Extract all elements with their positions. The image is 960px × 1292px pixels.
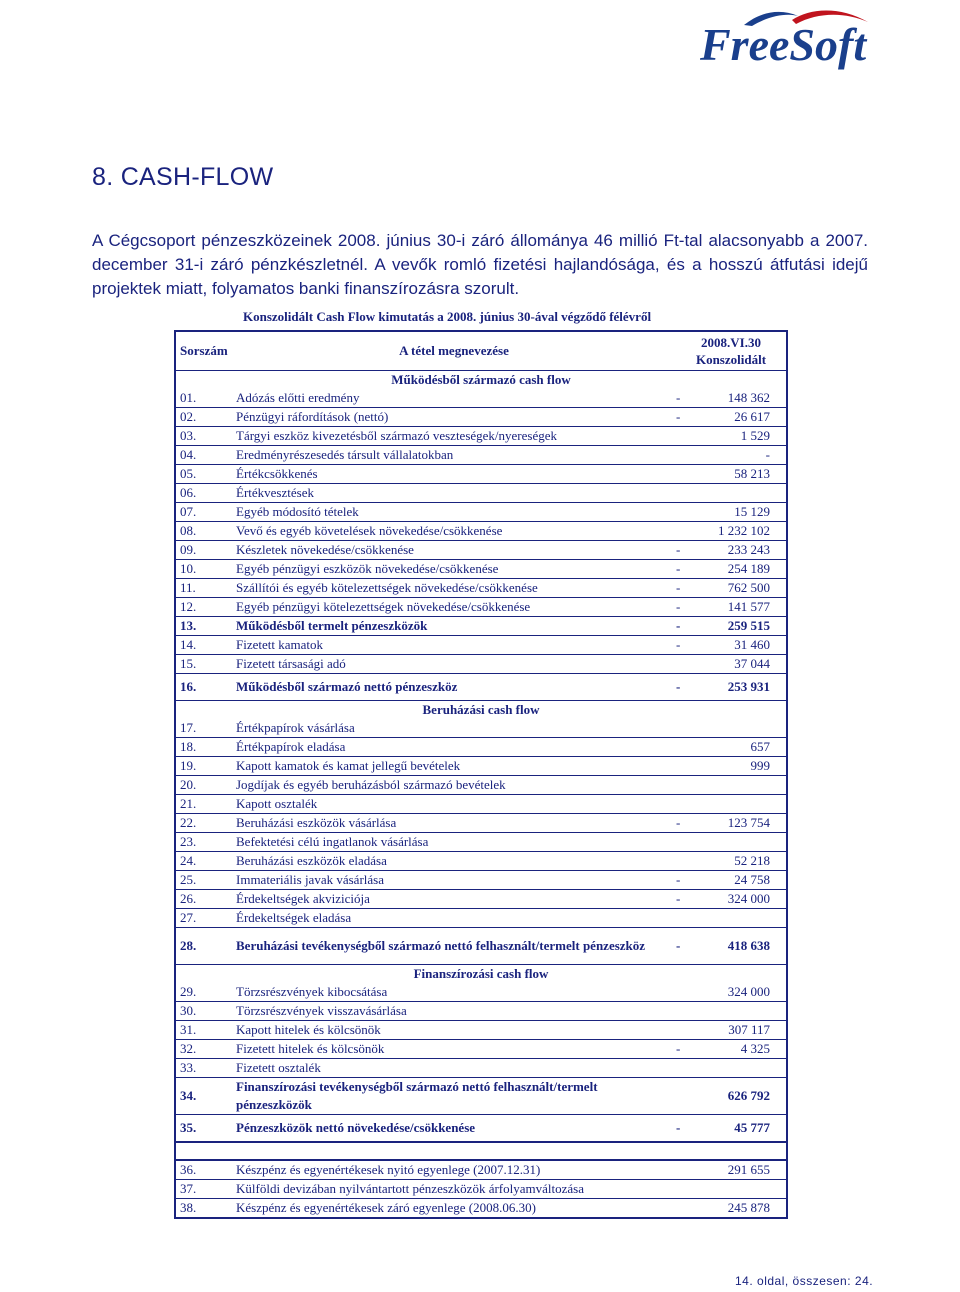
row-value-cell [672, 560, 787, 579]
row-value-cell [672, 757, 787, 776]
row-number: 12. [175, 598, 232, 617]
header-sorszam: Sorszám [175, 331, 232, 371]
row-number: 38. [175, 1199, 232, 1219]
row-sign: - [676, 938, 681, 953]
row-value-cell [672, 579, 787, 598]
row-label: Kapott osztalék [232, 795, 672, 814]
table-row [175, 1002, 787, 1021]
row-sign: - [676, 1041, 681, 1056]
table-row [175, 655, 787, 674]
table-row [175, 738, 787, 757]
row-label: Finanszírozási tevékenységből származó nettó felhasznált/termelt pénzeszközök [232, 1078, 672, 1115]
table-row [175, 1199, 787, 1219]
row-label: Beruházási eszközök vásárlása [232, 814, 672, 833]
header-value [672, 331, 787, 371]
row-number: 03. [175, 427, 232, 446]
row-value-cell [672, 719, 787, 738]
row-value: 148 362 [727, 390, 770, 405]
table-row [175, 795, 787, 814]
table-row [175, 674, 787, 701]
section-header-row [175, 965, 787, 984]
table-row [175, 852, 787, 871]
row-number: 21. [175, 795, 232, 814]
row-label: Készpénz és egyenértékesek nyitó egyenlege (2007.12.31) [232, 1160, 672, 1180]
row-value: 291 655 [727, 1162, 770, 1177]
row-sign: - [676, 618, 681, 633]
row-value: 52 218 [734, 853, 770, 868]
row-label: Értékvesztések [232, 484, 672, 503]
table-row [175, 1078, 787, 1115]
row-number: 25. [175, 871, 232, 890]
row-value-cell [672, 446, 787, 465]
row-label: Értékpapírok eladása [232, 738, 672, 757]
row-number: 34. [175, 1078, 232, 1115]
section-title: Működésből származó cash flow [175, 371, 787, 390]
row-value-cell [672, 389, 787, 408]
row-value-cell [672, 795, 787, 814]
table-row [175, 503, 787, 522]
row-sign [676, 504, 690, 520]
row-value: 37 044 [734, 656, 770, 671]
row-number: 04. [175, 446, 232, 465]
table-row [175, 541, 787, 560]
row-sign: - [676, 390, 681, 405]
row-number: 17. [175, 719, 232, 738]
row-number: 10. [175, 560, 232, 579]
row-value-cell [672, 928, 787, 965]
section-heading: 8. CASH-FLOW [92, 163, 274, 191]
row-value: 58 213 [734, 466, 770, 481]
row-label: Fizetett hitelek és kölcsönök [232, 1040, 672, 1059]
row-label: Szállítói és egyéb kötelezettségek növekedése/csökkenése [232, 579, 672, 598]
row-number: 29. [175, 983, 232, 1002]
row-label: Külföldi devizában nyilvántartott pénzeszközök árfolyamváltozása [232, 1180, 672, 1199]
table-row [175, 890, 787, 909]
row-value: 762 500 [727, 580, 770, 595]
row-sign [676, 1022, 690, 1038]
row-number: 05. [175, 465, 232, 484]
table-row [175, 598, 787, 617]
row-label: Törzsrészvények kibocsátása [232, 983, 672, 1002]
row-value-cell [672, 617, 787, 636]
row-value: 657 [750, 739, 770, 754]
row-number: 30. [175, 1002, 232, 1021]
row-value-cell [672, 655, 787, 674]
header-tetel-megnevezese: A tétel megnevezése [232, 331, 672, 371]
table-row [175, 719, 787, 738]
row-value: 253 931 [727, 679, 770, 694]
row-value: 26 617 [734, 409, 770, 424]
row-label: Működésből származó nettó pénzeszköz [232, 674, 672, 701]
row-sign: - [676, 409, 681, 424]
row-label: Vevő és egyéb követelések növekedése/csökkenése [232, 522, 672, 541]
row-sign [676, 853, 690, 869]
row-value-cell [672, 636, 787, 655]
table-row [175, 484, 787, 503]
table-row [175, 814, 787, 833]
row-value-cell [672, 833, 787, 852]
row-number: 33. [175, 1059, 232, 1078]
table-row [175, 1040, 787, 1059]
row-value-cell [672, 1160, 787, 1180]
row-sign [676, 466, 690, 482]
row-value: 324 000 [727, 984, 770, 999]
row-value: 324 000 [727, 891, 770, 906]
table-row [175, 833, 787, 852]
spacer-row [175, 1142, 787, 1160]
row-number: 28. [175, 928, 232, 965]
row-value: 259 515 [727, 618, 770, 633]
table-row [175, 465, 787, 484]
row-label: Beruházási tevékenységből származó nettó felhasznált/termelt pénzeszköz [232, 928, 672, 965]
row-sign: - [676, 637, 681, 652]
row-sign: - [676, 872, 681, 887]
row-value: 626 792 [727, 1088, 770, 1103]
row-value: 1 232 102 [718, 523, 770, 538]
row-value: 141 577 [727, 599, 770, 614]
row-number: 09. [175, 541, 232, 560]
table-row [175, 522, 787, 541]
table-row [175, 1180, 787, 1199]
section-title: Finanszírozási cash flow [175, 965, 787, 984]
table-row [175, 757, 787, 776]
row-label: Érdekeltségek eladása [232, 909, 672, 928]
logo-graphic [700, 4, 885, 70]
row-value-cell [672, 909, 787, 928]
row-sign: - [676, 891, 681, 906]
row-label: Fizetett osztalék [232, 1059, 672, 1078]
row-label: Értékcsökkenés [232, 465, 672, 484]
row-number: 22. [175, 814, 232, 833]
cash-flow-table-wrap [174, 330, 788, 1219]
row-label: Értékpapírok vásárlása [232, 719, 672, 738]
table-row [175, 579, 787, 598]
row-label: Kapott hitelek és kölcsönök [232, 1021, 672, 1040]
row-number: 26. [175, 890, 232, 909]
row-number: 16. [175, 674, 232, 701]
row-number: 36. [175, 1160, 232, 1180]
row-sign [676, 758, 690, 774]
row-value-cell [672, 408, 787, 427]
row-label: Eredményrészesedés társult vállalatokban [232, 446, 672, 465]
row-value-cell [672, 598, 787, 617]
row-label: Egyéb módosító tételek [232, 503, 672, 522]
row-value: 245 878 [727, 1200, 770, 1215]
table-row [175, 389, 787, 408]
spacer-cell [175, 1142, 787, 1160]
section-title: Beruházási cash flow [175, 701, 787, 720]
table-row [175, 871, 787, 890]
row-label: Készletek növekedése/csökkenése [232, 541, 672, 560]
row-sign [676, 984, 690, 1000]
row-value-cell [672, 1059, 787, 1078]
table-row [175, 928, 787, 965]
table-row [175, 408, 787, 427]
row-number: 07. [175, 503, 232, 522]
row-sign [676, 656, 690, 672]
row-number: 13. [175, 617, 232, 636]
row-number: 35. [175, 1115, 232, 1143]
row-label: Pénzügyi ráfordítások (nettó) [232, 408, 672, 427]
row-value-cell [672, 983, 787, 1002]
row-sign [676, 739, 690, 755]
row-sign [676, 447, 690, 463]
row-value: 31 460 [734, 637, 770, 652]
section-header-row [175, 371, 787, 390]
row-number: 24. [175, 852, 232, 871]
row-value-cell [672, 1040, 787, 1059]
row-sign: - [676, 542, 681, 557]
logo-text: FreeSoft [700, 19, 867, 70]
row-value: 24 758 [734, 872, 770, 887]
row-value: 418 638 [727, 938, 770, 953]
row-value-cell [672, 541, 787, 560]
row-value-cell [672, 1199, 787, 1219]
row-sign: - [676, 1120, 681, 1135]
row-number: 11. [175, 579, 232, 598]
row-value-cell [672, 503, 787, 522]
header-date: 2008.VI.30 [701, 335, 761, 350]
row-label: Működésből termelt pénzeszközök [232, 617, 672, 636]
row-sign: - [676, 580, 681, 595]
row-label: Befektetési célú ingatlanok vásárlása [232, 833, 672, 852]
table-row [175, 617, 787, 636]
row-value-cell [672, 484, 787, 503]
table-row [175, 776, 787, 795]
row-value: 1 529 [740, 428, 770, 443]
row-label: Érdekeltségek akviziciója [232, 890, 672, 909]
row-value: 307 117 [728, 1022, 770, 1037]
row-number: 37. [175, 1180, 232, 1199]
row-sign [676, 1200, 690, 1216]
table-row [175, 983, 787, 1002]
row-label: Immateriális javak vásárlása [232, 871, 672, 890]
row-label: Készpénz és egyenértékesek záró egyenlege (2008.06.30) [232, 1199, 672, 1219]
row-value-cell [672, 738, 787, 757]
row-value: - [765, 447, 770, 462]
cash-flow-table [174, 330, 788, 1219]
row-sign [676, 428, 690, 444]
table-title: Konszolidált Cash Flow kimutatás a 2008. június 30-ával végződő félévről [243, 309, 652, 324]
row-value: 233 243 [727, 542, 770, 557]
row-label: Egyéb pénzügyi eszközök növekedése/csökkenése [232, 560, 672, 579]
row-label: Kapott kamatok és kamat jellegű bevételek [232, 757, 672, 776]
row-number: 08. [175, 522, 232, 541]
row-label: Fizetett kamatok [232, 636, 672, 655]
row-value-cell [672, 465, 787, 484]
row-value-cell [672, 427, 787, 446]
row-label: Tárgyi eszköz kivezetésből származó veszteségek/nyereségek [232, 427, 672, 446]
row-number: 18. [175, 738, 232, 757]
row-value: 254 189 [727, 561, 770, 576]
row-number: 32. [175, 1040, 232, 1059]
row-sign: - [676, 599, 681, 614]
row-number: 23. [175, 833, 232, 852]
table-row [175, 446, 787, 465]
row-number: 19. [175, 757, 232, 776]
row-label: Törzsrészvények visszavásárlása [232, 1002, 672, 1021]
row-label: Fizetett társasági adó [232, 655, 672, 674]
row-value: 45 777 [734, 1120, 770, 1135]
row-sign [676, 523, 690, 539]
row-value: 999 [750, 758, 770, 773]
row-number: 31. [175, 1021, 232, 1040]
table-row [175, 1115, 787, 1143]
row-value-cell [672, 1180, 787, 1199]
row-number: 02. [175, 408, 232, 427]
row-label: Egyéb pénzügyi kötelezettségek növekedése/csökkenése [232, 598, 672, 617]
row-sign: - [676, 679, 681, 694]
row-value-cell [672, 1002, 787, 1021]
row-number: 27. [175, 909, 232, 928]
row-number: 15. [175, 655, 232, 674]
row-label: Adózás előtti eredmény [232, 389, 672, 408]
row-value: 123 754 [727, 815, 770, 830]
section-header-row [175, 701, 787, 720]
header-konszolidalt: Konszolidált [695, 352, 767, 367]
row-number: 14. [175, 636, 232, 655]
row-sign: - [676, 561, 681, 576]
row-value-cell [672, 1021, 787, 1040]
page-number: 14. oldal, összesen: 24. [735, 1274, 874, 1288]
table-row [175, 427, 787, 446]
row-value-cell [672, 814, 787, 833]
row-number: 20. [175, 776, 232, 795]
row-value: 15 129 [734, 504, 770, 519]
row-value-cell [672, 776, 787, 795]
row-label: Beruházási eszközök eladása [232, 852, 672, 871]
row-value-cell [672, 1115, 787, 1143]
row-sign: - [676, 815, 681, 830]
row-value-cell [672, 674, 787, 701]
table-row [175, 1160, 787, 1180]
table-row [175, 1059, 787, 1078]
row-value-cell [672, 852, 787, 871]
table-row [175, 636, 787, 655]
row-number: 06. [175, 484, 232, 503]
row-label: Jogdíjak és egyéb beruházásból származó bevételek [232, 776, 672, 795]
row-value-cell [672, 1078, 787, 1115]
table-header-row [175, 331, 787, 371]
row-number: 01. [175, 389, 232, 408]
row-sign [676, 1088, 690, 1104]
row-label: Pénzeszközök nettó növekedése/csökkenése [232, 1115, 672, 1143]
intro-paragraph: A Cégcsoport pénzeszközeinek 2008. június 30-i záró állománya 46 millió Ft-tal alacsonyabb a 2007. december 31-i záró pénzkészletnél. A vevők romló fizetési hajlandósága, és a hosszú átfutási idejű projektek miatt, folyamatos banki finanszírozásra szorult. [92, 231, 868, 298]
row-value: 4 325 [740, 1041, 770, 1056]
row-sign [676, 1162, 690, 1178]
row-value-cell [672, 522, 787, 541]
table-row [175, 909, 787, 928]
freesoft-logo [700, 4, 885, 70]
row-value-cell [672, 890, 787, 909]
table-row [175, 560, 787, 579]
table-row [175, 1021, 787, 1040]
row-value-cell [672, 871, 787, 890]
